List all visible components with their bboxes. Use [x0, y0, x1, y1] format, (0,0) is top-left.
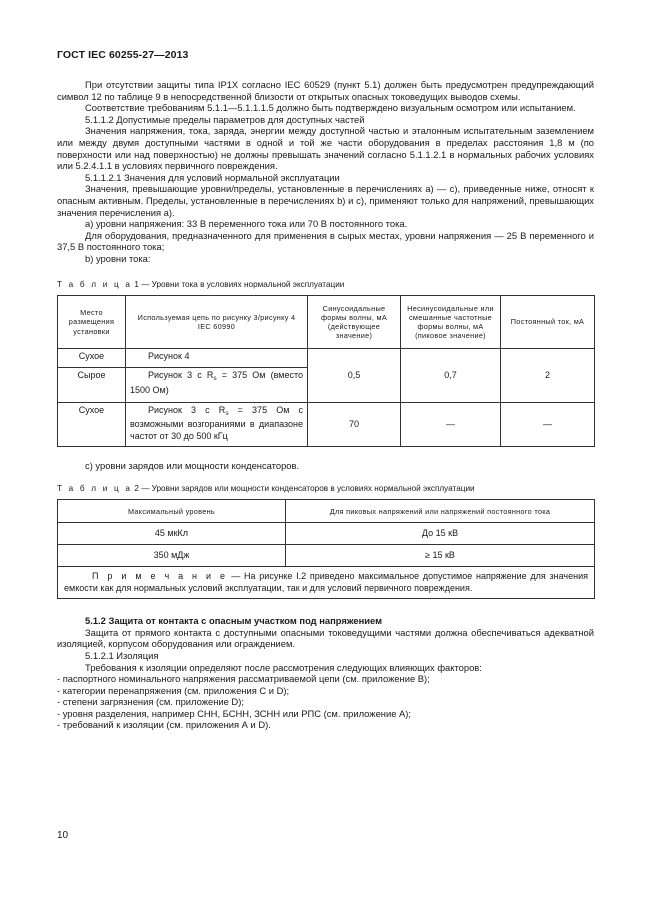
table-cell-place: Сухое [58, 402, 126, 446]
table-header-row [58, 500, 595, 523]
list-item: с) уровни зарядов или мощности конденсаторов. [85, 460, 300, 472]
subscript: s [213, 375, 217, 383]
column-header: Постоянный ток, мА [501, 296, 595, 349]
circuit-text: Рисунок 3 с R [148, 404, 226, 415]
table-cell-place: Сырое [58, 368, 126, 403]
list-item: а) уровни напряжения: 33 В переменного тока или 70 В постоянного тока. [85, 218, 408, 230]
table-note-row [58, 567, 595, 599]
table1-caption-text: 1 — Уровни тока в условиях нормальной эксплуатации [132, 279, 345, 289]
table-cell: 350 мДж [58, 545, 286, 567]
page-number: 10 [57, 830, 69, 841]
paragraph: Требования к изоляции определяют после рассмотрения следующих влияющих факторов: [85, 661, 482, 673]
table1-caption-prefix: Т а б л и ц а [57, 279, 133, 289]
table2-caption [57, 483, 594, 495]
table2-caption-prefix: Т а б л и ц а [57, 483, 133, 493]
table-cell: ≥ 15 кВ [286, 545, 595, 567]
document-body [57, 79, 594, 731]
table-row [58, 545, 595, 567]
subscript: s [225, 409, 229, 417]
table-cell-nonsine: — [401, 402, 501, 446]
column-header: Используемая цепь по рисунку 3/рисунку 4 IEC 60990 [126, 296, 308, 349]
table-capacitor-levels [57, 499, 595, 599]
paragraph: Защита от прямого контакта с доступными опасными токоведущими частями должна обеспечиваться адекватной изоляцией, корпусом оборудования или ограждением. [57, 626, 594, 650]
list-item: - степени загрязнения (см. приложение D); [57, 696, 244, 708]
table2-caption-text: 2 — Уровни зарядов или мощности конденсаторов в условиях нормальной эксплуатации [132, 483, 475, 493]
paragraph: Соответствие требованиям 5.1.1—5.1.1.1.5 должно быть подтверждено визуальным осмотром или испытанием. [85, 102, 576, 114]
note-prefix: П р и м е ч а н и е [92, 571, 228, 582]
circuit-text: = 375 Ом (вместо 1500 Ом) [130, 370, 304, 395]
column-header: Несинусоидальные или смешанные частотные формы волны, мА (пиковое значение) [401, 296, 501, 349]
list-item: - уровня разделения, например СНН, БСНН, ЗСНН или РПС (см. приложение А); [57, 707, 411, 719]
list-item: - требований к изоляции (см. приложения А и D). [57, 719, 271, 731]
table1-caption [57, 279, 594, 291]
table-row [58, 402, 595, 446]
section-heading: 5.1.2 Защита от контакта с опасным участком под напряжением [85, 615, 383, 627]
table-header-row [58, 296, 595, 349]
table-cell-sine: 70 [308, 402, 401, 446]
circuit-text: = 375 Ом с возможными возгораниями в диапазоне частот от 30 до 500 кГц [130, 404, 303, 441]
table-cell: 45 мкКл [58, 523, 286, 545]
table-cell-nonsine: 0,7 [401, 349, 501, 403]
column-header: Место размещения установки [58, 296, 126, 349]
clause-title: 5.1.1.2.1 Значения для условий нормальной эксплуатации [85, 171, 340, 183]
table-cell-circuit: Рисунок 4 [126, 349, 308, 368]
table-cell: До 15 кВ [286, 523, 595, 545]
table-current-levels [57, 295, 595, 447]
table-cell-circuit [126, 402, 308, 446]
column-header: Максимальный уровень [58, 500, 286, 523]
table-cell-sine: 0,5 [308, 349, 401, 403]
table-cell-dc: — [501, 402, 595, 446]
table-cell-dc: 2 [501, 349, 595, 403]
clause-title: 5.1.2.1 Изоляция [85, 649, 159, 661]
list-item: - паспортного номинального напряжения рассматриваемой цепи (см. приложение В); [57, 673, 430, 685]
list-item: - категории перенапряжения (см. приложения С и D); [57, 684, 290, 696]
paragraph: Для оборудования, предназначенного для применения в сырых местах, уровни напряжения — 25 В переменного и 37,5 В постоянного тока; [57, 229, 594, 253]
clause-title: 5.1.1.2 Допустимые пределы параметров для доступных частей [85, 113, 365, 125]
note-text: — На рисунке I.2 приведено максимальное допустимое напряжение для значения емкости как для нормальных условий эксплуатации, так и для условий первичного повреждения. [64, 571, 588, 593]
table-note [58, 567, 595, 599]
table-cell-circuit [126, 368, 308, 403]
circuit-text: Рисунок 3 с R [148, 370, 214, 381]
paragraph: При отсутствии защиты типа IP1X согласно IEC 60529 (пункт 5.1) должен быть предусмотрен предупреждающий символ 12 по таблице 9 в непосредственной близости от открытых опасных токоведущих выводов схемы. [57, 79, 594, 102]
list-item: b) уровни тока: [85, 252, 151, 264]
paragraph: Значения, превышающие уровни/пределы, установленные в перечислениях а) — с), приведенные ниже, относят к опасным активным. Пределы, установленные в перечислениях b) и с), применяют только для напряжений, превышающих значения перечисления а). [57, 183, 594, 218]
column-header: Синусоидальные формы волны, мА (действующее значение) [308, 296, 401, 349]
paragraph: Значения напряжения, тока, заряда, энергии между доступной частью и эталонным испытательным заземлением или между двумя доступными частями в одной и той же части оборудования в пределах расстояния 1,8 м (по поверхности или над поверхностью) не должны превышать значений согласно 5.1.1.2.1 в нормальных рабочих условиях или 5.2.4.1.1 в условиях первичного повреждения. [57, 125, 594, 172]
table-cell-place: Сухое [58, 349, 126, 368]
table-row [58, 523, 595, 545]
table-row [58, 349, 595, 368]
column-header: Для пиковых напряжений или напряжений постоянного тока [286, 500, 595, 523]
document-header: ГОСТ IEC 60255-27—2013 [57, 49, 189, 61]
